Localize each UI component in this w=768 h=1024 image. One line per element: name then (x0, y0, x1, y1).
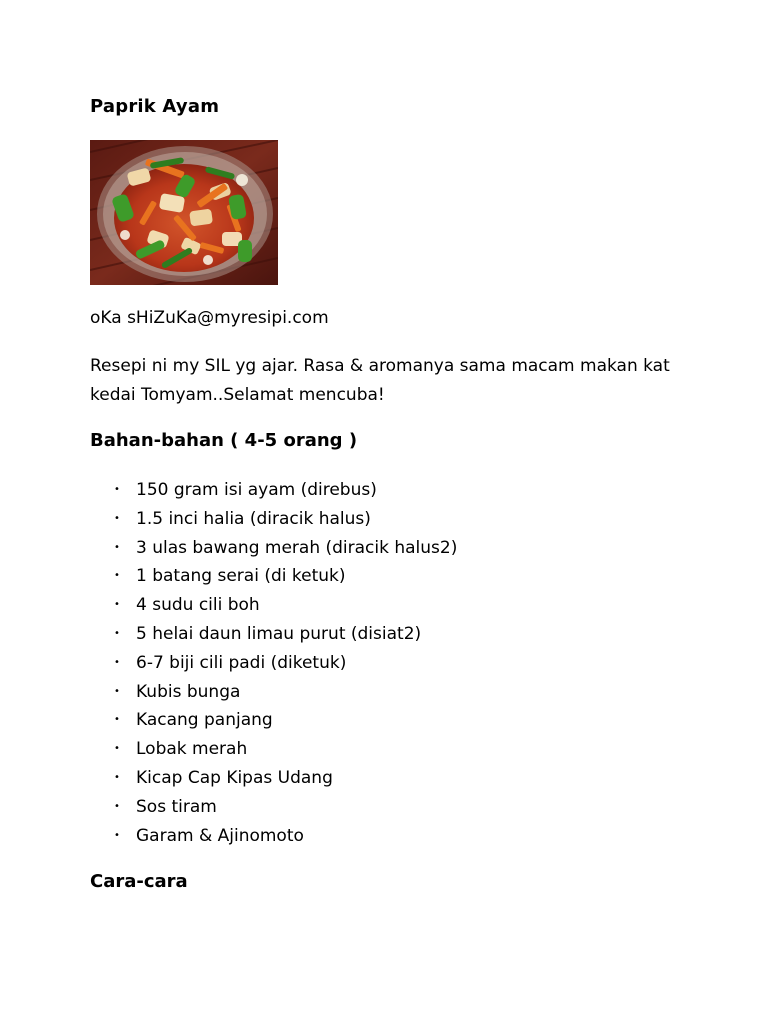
bullet-icon: • (114, 714, 120, 726)
list-item (90, 620, 457, 649)
bullet-icon: • (114, 743, 120, 755)
ingredient-text: 1 batang serai (di ketuk) (136, 566, 346, 587)
ingredient-text: Kacang panjang (136, 710, 273, 731)
bullet-icon: • (114, 800, 120, 812)
bullet-icon: • (114, 656, 120, 668)
list-item (90, 505, 457, 534)
bullet-icon: • (114, 829, 120, 841)
ingredient-text: 3 ulas bawang merah (diracik halus2) (136, 537, 458, 558)
dish-photo-icon (90, 140, 278, 285)
recipe-title: Paprik Ayam (90, 96, 220, 117)
ingredient-text: Kubis bunga (136, 681, 241, 702)
dish-photo (90, 140, 278, 285)
intro-paragraph: Resepi ni my SIL yg ajar. Rasa & aromanya sama macam makan kat kedai Tomyam..Selamat mencuba! (90, 356, 670, 405)
ingredient-text: 4 sudu cili boh (136, 595, 260, 616)
ingredient-text: 1.5 inci halia (diracik halus) (136, 508, 371, 529)
ingredient-text: 5 helai daun limau purut (disiat2) (136, 623, 422, 644)
list-item (90, 534, 457, 563)
ingredients-list (90, 476, 457, 850)
list-item (90, 649, 457, 678)
list-item (90, 793, 457, 822)
bullet-icon: • (114, 599, 120, 611)
list-item (90, 562, 457, 591)
ingredient-text: 150 gram isi ayam (direbus) (136, 480, 377, 500)
list-item (90, 678, 457, 707)
ingredient-text: Lobak merah (136, 739, 248, 760)
ingredient-text: Kicap Cap Kipas Udang (136, 767, 333, 788)
bullet-icon: • (114, 627, 120, 639)
bullet-icon: • (114, 570, 120, 582)
ingredient-text: Sos tiram (136, 796, 217, 817)
list-item (90, 706, 457, 735)
list-item (90, 591, 457, 620)
bullet-icon: • (114, 484, 120, 495)
ingredient-text: Garam & Ajinomoto (136, 825, 304, 846)
bullet-icon: • (114, 512, 120, 524)
list-item (90, 822, 457, 851)
list-item (90, 476, 457, 505)
bullet-icon: • (114, 685, 120, 697)
bullet-icon: • (114, 771, 120, 783)
ingredients-heading: Bahan-bahan ( 4-5 orang ) (90, 430, 358, 451)
author-email: oKa sHiZuKa@myresipi.com (90, 308, 329, 328)
ingredient-text: 6-7 biji cili padi (diketuk) (136, 652, 347, 673)
list-item (90, 764, 457, 793)
bullet-icon: • (114, 541, 120, 553)
steps-heading: Cara-cara (90, 871, 188, 892)
list-item (90, 735, 457, 764)
